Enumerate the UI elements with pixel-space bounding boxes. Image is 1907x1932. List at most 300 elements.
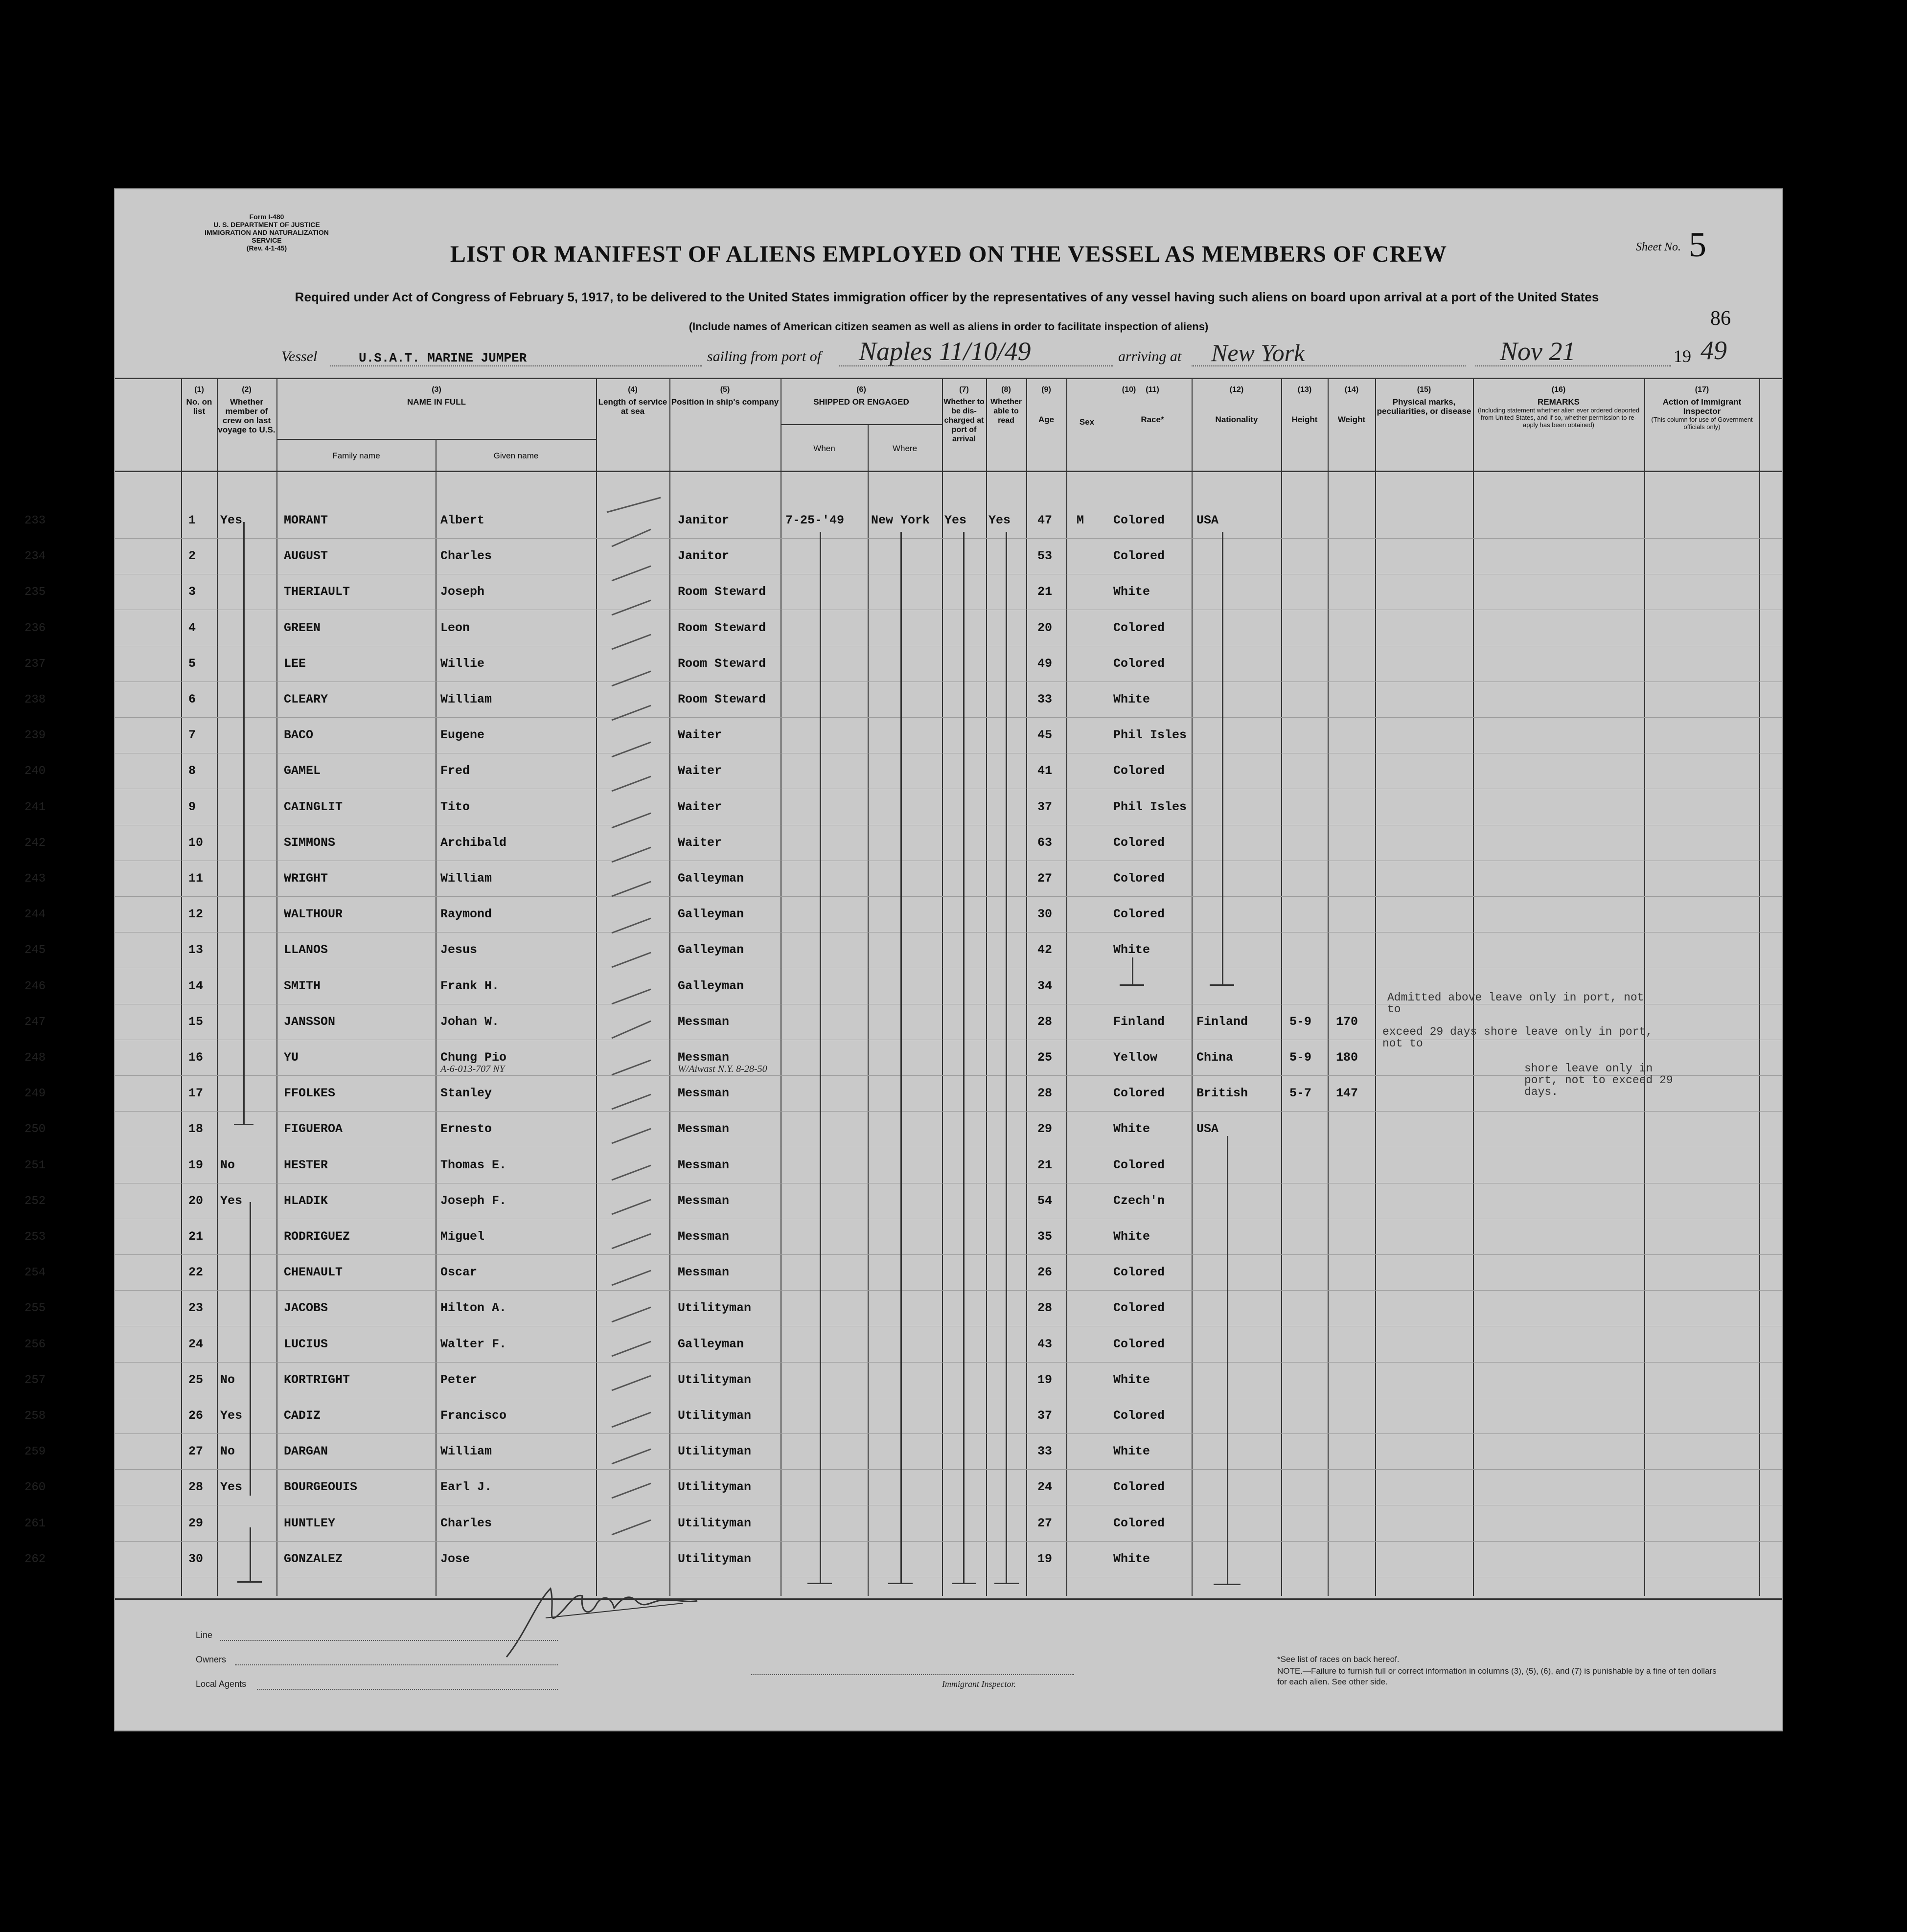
footer-races-note: *See list of races on back hereof. [1277,1655,1400,1664]
row-family-name: FFOLKES [284,1086,336,1101]
table-row [24,1398,1782,1434]
row-last-voyage: Yes [220,1409,243,1423]
row-race: Colored [1113,1337,1165,1351]
row-no: 23 [188,1301,204,1316]
table-row [24,1290,1782,1326]
table-row [24,825,1782,861]
row-race: Colored [1113,1409,1165,1423]
vessel-label: Vessel [281,348,318,364]
row-age: 19 [1037,1372,1053,1387]
row-no: 5 [188,656,196,671]
ditto-line [1006,532,1007,1584]
row-given-name: William [440,871,492,886]
table-row [24,932,1782,968]
row-position: Utilityman [678,1444,752,1459]
sailing-label: sailing from port of [707,348,822,364]
row-sequence: 261 [24,1517,46,1530]
row-race: Colored [1113,764,1165,778]
row-last-voyage: Yes [220,1193,243,1208]
row-race: Czech'n [1113,1193,1165,1208]
row-race: Colored [1113,620,1165,635]
row-family-name: CLEARY [284,692,328,706]
row-age: 37 [1037,799,1053,814]
table-row [24,1433,1782,1470]
row-no: 24 [188,1337,204,1351]
row-no: 29 [188,1516,204,1530]
row-position: Messman [678,1229,730,1244]
row-race: Colored [1113,1516,1165,1530]
arrival-year: 49 [1700,336,1727,365]
header-sex-label: Sex [1079,417,1095,427]
table-row [24,1326,1782,1363]
header-where: Where [892,444,918,453]
row-no: 9 [188,799,196,814]
header-inspector-action: (17) Action of Immigrant Inspector (This column for use of Government officials only) [1651,386,1753,431]
table-row [24,574,1782,610]
row-position: Utilityman [678,1480,752,1495]
row-sequence: 236 [24,621,46,635]
row-given-name: Charles [440,1516,492,1530]
table-row [24,502,1782,539]
row-race: Colored [1113,871,1165,886]
row-given-name: William [440,1444,492,1459]
row-age: 21 [1037,1158,1053,1172]
row-given-name: Stanley [440,1086,492,1101]
table-row [24,682,1782,718]
ditto-line-end [807,1583,832,1584]
sailing-port: Naples 11/10/49 [859,337,1031,366]
row-race: White [1113,1122,1150,1136]
row-position: Messman [678,1158,730,1172]
header-height: (13) Height [1291,386,1318,424]
row-sequence: 247 [24,1015,46,1029]
row-given-name: Thomas E. [440,1158,507,1172]
row-age: 63 [1037,835,1053,850]
row-family-name: HLADIK [284,1193,328,1208]
row-sequence: 242 [24,836,46,850]
row-no: 13 [188,943,204,957]
header-physical-marks: (15) Physical marks, peculiarities, or disease [1377,386,1471,416]
row-sequence: 257 [24,1373,46,1387]
row-race: Colored [1113,1158,1165,1172]
row-age: 43 [1037,1337,1053,1351]
row-race: White [1113,692,1150,706]
row-family-name: CAINGLIT [284,799,343,814]
row-race: Colored [1113,513,1165,527]
header-discharged: (7) Whether to be dis-charged at port of arrival [943,386,985,443]
row-sequence: 262 [24,1552,46,1566]
row-able-to-read: Yes [988,513,1011,527]
row-last-voyage: No [220,1158,235,1172]
row-age: 37 [1037,1409,1053,1423]
row-sequence: 254 [24,1266,46,1280]
row-family-name: KORTRIGHT [284,1372,350,1387]
row-position: Messman [678,1050,730,1065]
footer-owners-field [235,1664,558,1665]
row-age: 25 [1037,1050,1053,1065]
table-row [24,646,1782,682]
row-sequence: 243 [24,872,46,886]
form-revision: (Rev. 4-1-45) [246,244,287,252]
row-family-name: GREEN [284,620,321,635]
row-given-name: Archibald [440,835,507,850]
table-row [24,1111,1782,1147]
row-position: Messman [678,1086,730,1101]
row-sequence: 233 [24,514,46,527]
row-age: 41 [1037,764,1053,778]
row-no: 14 [188,978,204,993]
row-family-name: MORANT [284,513,328,527]
row-given-name: Joseph F. [440,1193,507,1208]
row-race: Colored [1113,1086,1165,1101]
ditto-line [900,532,902,1584]
sheet-number: 5 [1689,225,1706,264]
ditto-line [1222,532,1223,984]
row-no: 19 [188,1158,204,1172]
row-position: Messman [678,1265,730,1280]
ditto-line [963,532,965,1584]
row-family-name: BACO [284,728,314,743]
row-sequence: 239 [24,729,46,743]
row-family-name: LLANOS [284,943,328,957]
footer-inspector-label: Immigrant Inspector. [942,1679,1016,1689]
ditto-line [1227,1136,1228,1584]
row-given-name: Jesus [440,943,478,957]
row-given-name: Eugene [440,728,485,743]
row-sequence: 260 [24,1481,46,1495]
row-family-name: BOURGEOUIS [284,1480,358,1495]
row-last-voyage: No [220,1444,235,1459]
row-age: 26 [1037,1265,1053,1280]
row-sex: M [1077,513,1084,527]
row-family-name: HUNTLEY [284,1516,336,1530]
row-height: 5-7 [1289,1086,1312,1101]
header-position: (5) Position in ship's company [671,386,779,407]
name-subheader-line [276,439,596,440]
row-race: White [1113,1444,1150,1459]
row-age: 49 [1037,656,1053,671]
row-family-name: CADIZ [284,1409,321,1423]
table-row [24,1147,1782,1183]
row-race: Colored [1113,1265,1165,1280]
header-length-of-service: (4) Length of service at sea [598,386,667,416]
row-family-name: RODRIGUEZ [284,1229,350,1244]
row-sequence: 251 [24,1159,46,1172]
row-weight: 147 [1336,1086,1358,1101]
row-no: 16 [188,1050,204,1065]
ditto-line-end [1210,984,1234,986]
shipped-subheader-line [781,424,942,425]
row-sequence: 244 [24,908,46,922]
row-position: Galleyman [678,871,744,886]
row-no: 7 [188,728,196,743]
row-family-name: JACOBS [284,1301,328,1316]
row-sequence: 258 [24,1409,46,1423]
row-sequence: 259 [24,1445,46,1459]
row-family-name: WRIGHT [284,871,328,886]
row-position: Room Steward [678,692,766,706]
row-family-name: WALTHOUR [284,907,343,922]
row-race: Finland [1113,1014,1165,1029]
table-row [24,1362,1782,1398]
header-remarks: (16) REMARKS (Including statement whether alien ever ordered deported from United States, and if so, whether permission to re-apply has been obtained) [1477,386,1640,429]
row-given-name: Leon [440,620,470,635]
row-nationality: British [1196,1086,1248,1101]
ditto-line [1132,957,1133,984]
row-nationality: USA [1196,513,1219,527]
row-no: 4 [188,620,196,635]
row-family-name: JANSSON [284,1014,336,1029]
ditto-line-end [994,1583,1019,1584]
row-family-name: SIMMONS [284,835,336,850]
row-sequence: 246 [24,979,46,993]
row-position: Room Steward [678,620,766,635]
row-position: Utilityman [678,1409,752,1423]
row-no: 3 [188,585,196,599]
row-last-voyage: Yes [220,513,243,527]
row-age: 35 [1037,1229,1053,1244]
footer-line-field [220,1640,558,1641]
row-given-name: Frank H. [440,978,500,993]
ditto-line-end [1120,984,1144,986]
row-given-name: Fred [440,764,470,778]
row-race: Phil Isles [1113,799,1187,814]
row-position: Galleyman [678,943,744,957]
row-no: 1 [188,513,196,527]
row-age: 29 [1037,1122,1053,1136]
row-sequence: 256 [24,1338,46,1351]
row-race: White [1113,585,1150,599]
footer-owners-label: Owners [196,1655,227,1664]
row-given-name: Tito [440,799,470,814]
manifest-sheet [24,188,1783,1731]
row-family-name: DARGAN [284,1444,328,1459]
row-given-name: Albert [440,513,485,527]
row-weight: 170 [1336,1014,1358,1029]
signature [497,1574,702,1667]
header-when: When [813,444,835,453]
row-no: 2 [188,549,196,564]
row-age: 28 [1037,1301,1053,1316]
row-height: 5-9 [1289,1014,1312,1029]
row-race: Colored [1113,1480,1165,1495]
row-family-name: LUCIUS [284,1337,328,1351]
row-given-name: Raymond [440,907,492,922]
row-no: 27 [188,1444,204,1459]
page-subtitle: Required under Act of Congress of February 5, 1917, to be delivered to the United States immigration officer by the representatives of any vessel having such aliens on board upon arrival at a port of the United States [295,290,1599,304]
row-age: 34 [1037,978,1053,993]
row-position: Waiter [678,728,722,743]
yu-alien-number: A-6-013-707 NY [440,1064,505,1074]
header-weight: (14) Weight [1337,386,1366,424]
row-last-voyage: Yes [220,1480,243,1495]
row-position: Janitor [678,549,730,564]
row-no: 22 [188,1265,204,1280]
row-given-name: Chung Pio [440,1050,507,1065]
row-given-name: Walter F. [440,1337,507,1351]
row-age: 42 [1037,943,1053,957]
remark-jansson: Admitted above leave only in port, not to [1387,991,1644,1016]
row-race: Yellow [1113,1050,1158,1065]
row-position: Room Steward [678,585,766,599]
row-position: Room Steward [678,656,766,671]
footer-penalty-note: NOTE.—Failure to furnish full or correct information in columns (3), (5), (6), and (7) is punishable by a fine of ten dollars for each alien. See other side. [1277,1666,1717,1686]
row-sequence: 249 [24,1087,46,1101]
row-position: Utilityman [678,1516,752,1530]
row-sequence: 252 [24,1194,46,1208]
row-discharged: Yes [944,513,967,527]
row-given-name: Johan W. [440,1014,500,1029]
header-sex: (10) [1122,386,1136,394]
footer-agents-label: Local Agents [196,1679,247,1689]
row-sequence: 250 [24,1123,46,1136]
row-given-name: Peter [440,1372,478,1387]
page-title: LIST OR MANIFEST OF ALIENS EMPLOYED ON THE VESSEL AS MEMBERS OF CREW [450,241,1447,267]
row-age: 45 [1037,728,1053,743]
row-family-name: LEE [284,656,306,671]
table-row [24,1254,1782,1291]
row-race: Phil Isles [1113,728,1187,743]
table-row [24,1541,1782,1577]
table-top-border [115,378,1782,379]
row-no: 25 [188,1372,204,1387]
table-row [24,1183,1782,1219]
row-no: 18 [188,1122,204,1136]
row-given-name: Miguel [440,1229,485,1244]
row-race: Colored [1113,1301,1165,1316]
table-row [24,789,1782,825]
row-no: 10 [188,835,204,850]
row-race: Colored [1113,835,1165,850]
row-sequence: 241 [24,800,46,814]
row-position: Waiter [678,835,722,850]
table-row [24,1219,1782,1255]
ditto-line [243,522,245,1124]
row-position: Messman [678,1014,730,1029]
row-position: Utilityman [678,1301,752,1316]
remark-ffolkes: shore leave only in port, not to exceed 29 days. [1524,1062,1673,1098]
table-row [24,753,1782,789]
row-no: 26 [188,1409,204,1423]
row-race: Colored [1113,549,1165,564]
row-given-name: Willie [440,656,485,671]
row-position: Utilityman [678,1372,752,1387]
row-no: 21 [188,1229,204,1244]
header-given-name: Given name [493,451,539,460]
row-given-name: Francisco [440,1409,507,1423]
row-age: 27 [1037,871,1053,886]
row-position: Galleyman [678,907,744,922]
row-given-name: Hilton A. [440,1301,507,1316]
inspector-signature-field [751,1674,1074,1675]
row-age: 28 [1037,1086,1053,1101]
row-no: 30 [188,1551,204,1566]
row-age: 27 [1037,1516,1053,1530]
row-no: 8 [188,764,196,778]
row-age: 21 [1037,585,1053,599]
row-sequence: 245 [24,944,46,957]
service-slash-marks [597,493,670,1589]
row-sequence: 237 [24,657,46,671]
header-family-name: Family name [332,451,380,460]
row-no: 6 [188,692,196,706]
row-sequence: 235 [24,586,46,599]
row-sequence: 240 [24,765,46,778]
header-age: (9) Age [1038,386,1055,424]
table-bottom-border [115,1598,1782,1600]
table-row [24,610,1782,646]
row-position: Messman [678,1193,730,1208]
row-age: 53 [1037,549,1053,564]
row-race: Colored [1113,656,1165,671]
row-family-name: GAMEL [284,764,321,778]
row-position: Utilityman [678,1551,752,1566]
row-no: 20 [188,1193,204,1208]
ditto-line-end [237,1581,262,1583]
row-family-name: FIGUEROA [284,1122,343,1136]
row-position: Galleyman [678,978,744,993]
footer-agents-field [257,1689,558,1690]
header-last-voyage: (2) Whether member of crew on last voyage to U.S. [218,386,276,434]
row-family-name: THERIAULT [284,585,350,599]
row-race: White [1113,943,1150,957]
row-no: 17 [188,1086,204,1101]
row-last-voyage: No [220,1372,235,1387]
row-no: 12 [188,907,204,922]
header-race: (11) Race* [1141,386,1164,424]
row-age: 19 [1037,1551,1053,1566]
row-race: White [1113,1372,1150,1387]
ditto-line-end [952,1583,976,1584]
row-age: 33 [1037,692,1053,706]
row-nationality: China [1196,1050,1234,1065]
vessel-underline [330,365,702,366]
ditto-line-end [888,1583,913,1584]
row-position: Janitor [678,513,730,527]
row-family-name: SMITH [284,978,321,993]
footer-line-label: Line [196,1630,213,1640]
ditto-line [250,1527,251,1581]
row-family-name: HESTER [284,1158,328,1172]
row-given-name: Charles [440,549,492,564]
table-row [24,717,1782,753]
row-age: 54 [1037,1193,1053,1208]
table-row [24,1469,1782,1505]
year-prefix: 19 [1674,346,1691,366]
row-family-name: YU [284,1050,299,1065]
arriving-label: arriving at [1118,348,1182,364]
row-race: White [1113,1229,1150,1244]
ditto-line-end [1214,1584,1241,1585]
sheet-label: Sheet No. [1636,241,1681,253]
table-row [24,896,1782,932]
row-position: Waiter [678,764,722,778]
row-age: 30 [1037,907,1053,922]
row-age: 20 [1037,620,1053,635]
ffolkes-handwritten-note: W/Aiwast N.Y. 8-28-50 [678,1064,767,1074]
row-no: 28 [188,1480,204,1495]
row-height: 5-9 [1289,1050,1312,1065]
header-nationality: (12) Nationality [1215,386,1258,424]
table-row [24,1505,1782,1542]
row-no: 11 [188,871,204,886]
arriving-port: New York [1211,339,1305,366]
row-age: 33 [1037,1444,1053,1459]
row-sequence: 255 [24,1302,46,1316]
row-nationality: Finland [1196,1014,1248,1029]
ditto-line [820,532,821,1584]
row-given-name: Jose [440,1551,470,1566]
